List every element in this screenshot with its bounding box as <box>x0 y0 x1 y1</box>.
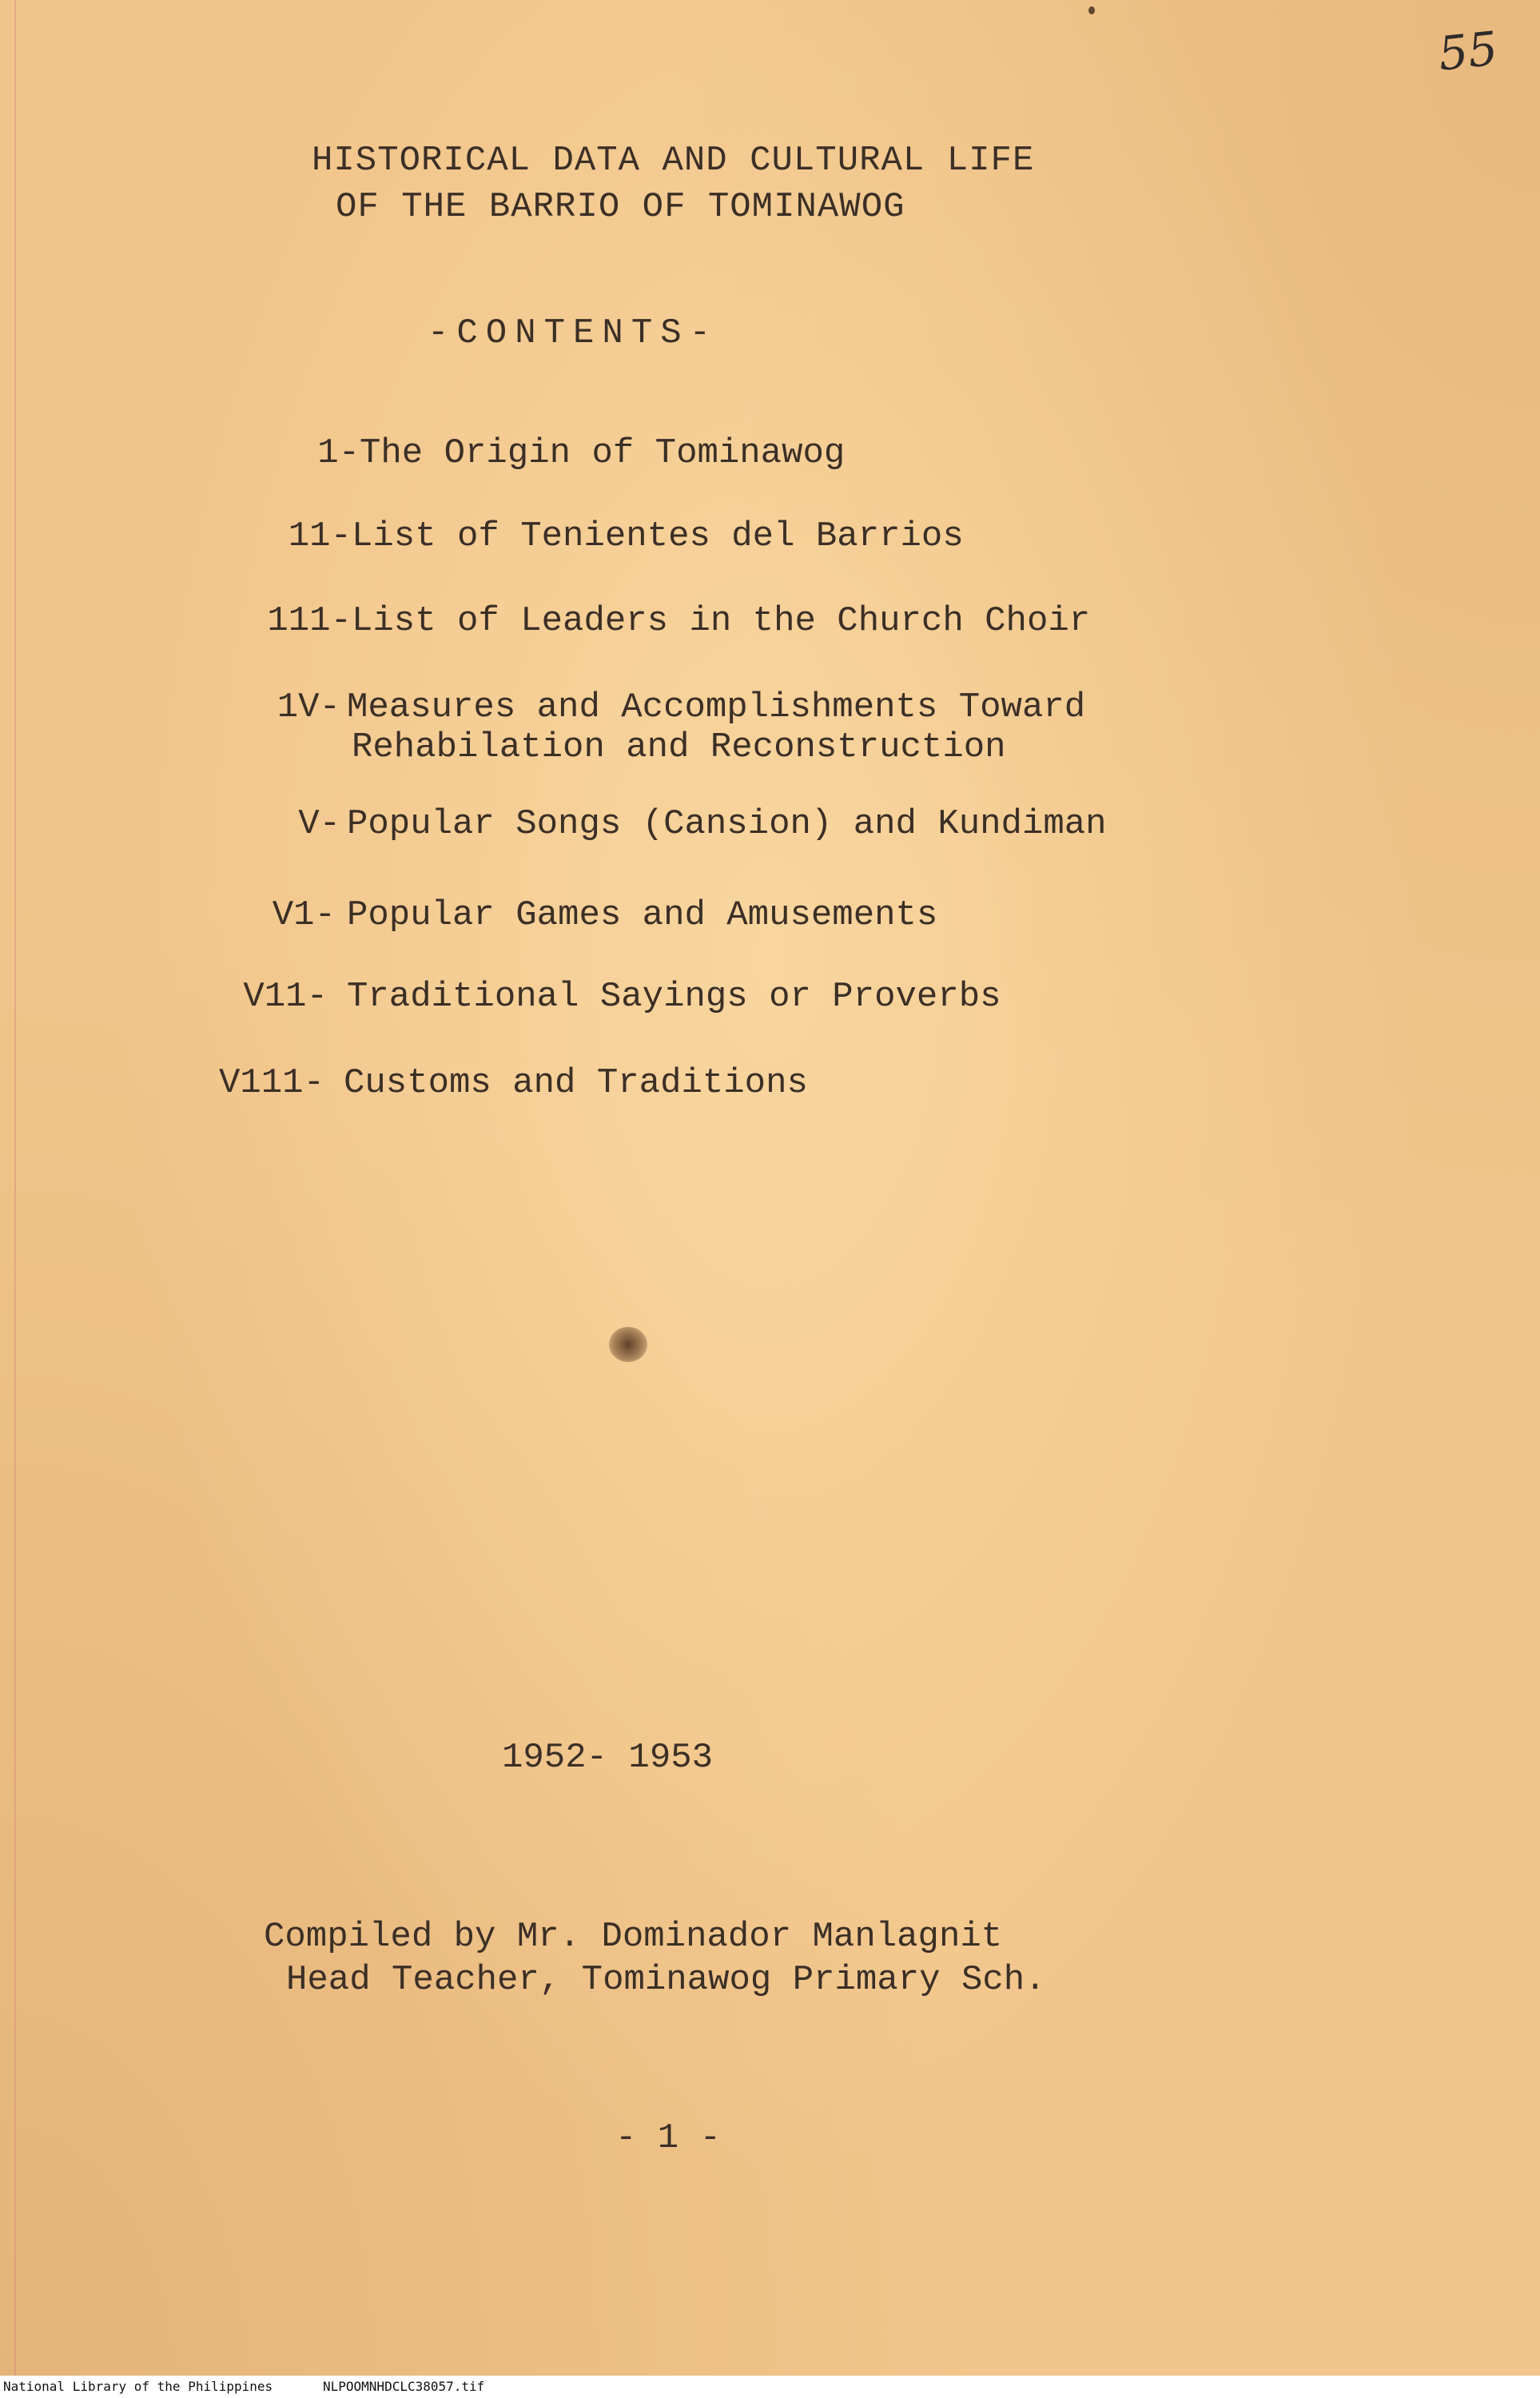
toc-number: V111- <box>218 1063 324 1103</box>
toc-number: V11- <box>243 977 328 1017</box>
contents-heading: -CONTENTS- <box>428 313 719 353</box>
scan-filename: NLPOOMNHDCLC38057.tif <box>323 2379 485 2394</box>
page-number: - 1 - <box>615 2118 722 2158</box>
toc-number: 11- <box>288 516 352 556</box>
toc-title: Traditional Sayings or Proverbs <box>347 977 1001 1017</box>
margin-line <box>14 0 16 2398</box>
toc-number: 1- <box>317 433 360 473</box>
year-range: 1952- 1953 <box>502 1738 714 1778</box>
toc-number: V1- <box>272 895 336 935</box>
scan-footer <box>0 2376 1540 2398</box>
compiled-by: Compiled by Mr. Dominador Manlagnit <box>264 1917 1003 1957</box>
title-line-1: HISTORICAL DATA AND CULTURAL LIFE <box>312 141 1035 181</box>
library-name: National Library of the Philippines <box>3 2379 273 2394</box>
toc-title: The Origin of Tominawog <box>360 433 846 473</box>
toc-title: Measures and Accomplishments Toward <box>347 687 1086 727</box>
ink-stain <box>609 1327 647 1362</box>
toc-number: V- <box>298 804 340 844</box>
title-line-2: OF THE BARRIO OF TOMINAWOG <box>336 187 905 227</box>
ink-speck <box>1088 6 1095 14</box>
toc-number: 1V- <box>277 687 340 727</box>
toc-title-continued: Rehabilation and Reconstruction <box>352 727 1006 767</box>
toc-title: List of Leaders in the Church Choir <box>352 601 1091 641</box>
toc-title: List of Tenientes del Barrios <box>352 516 964 556</box>
toc-title: Popular Games and Amusements <box>347 895 938 935</box>
toc-number: 111- <box>267 601 352 641</box>
folio-number: 55 <box>1435 21 1501 82</box>
compiler-role: Head Teacher, Tominawog Primary Sch. <box>286 1960 1046 2000</box>
toc-title: Popular Songs (Cansion) and Kundiman <box>347 804 1107 844</box>
toc-title: Customs and Traditions <box>344 1063 808 1103</box>
